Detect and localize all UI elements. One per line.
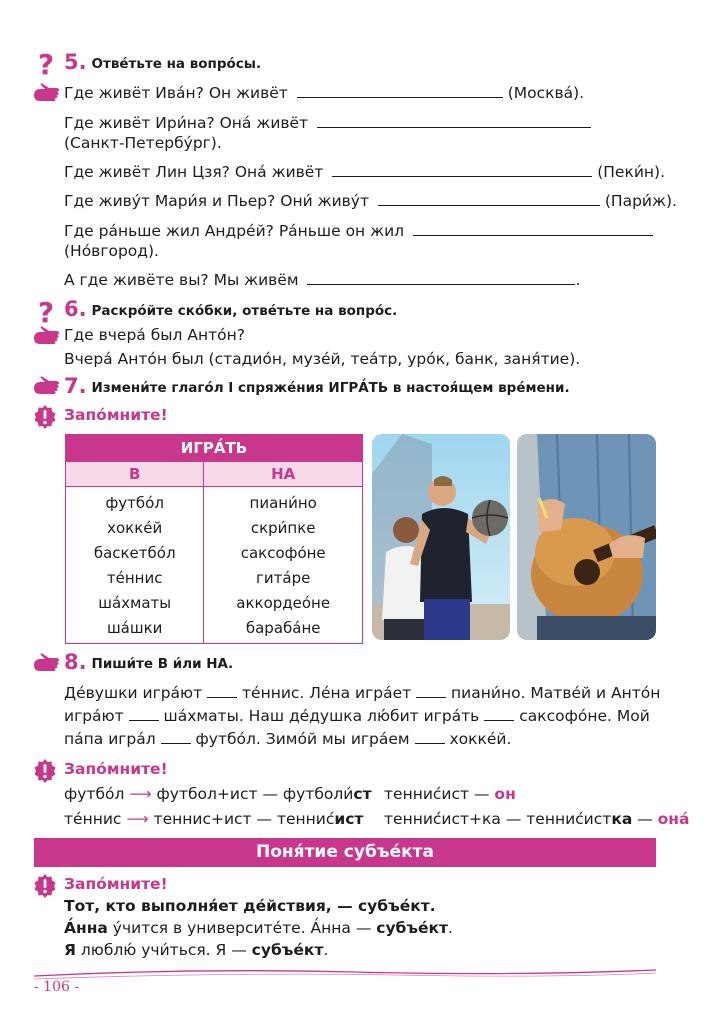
answer-blank[interactable] <box>332 163 592 177</box>
page-number: - 106 - <box>34 979 80 995</box>
basketball-photo <box>372 434 510 640</box>
table-cell: бараба́не <box>204 616 363 644</box>
table-cell: те́ннис <box>66 566 204 591</box>
subject-example-1 <box>64 918 453 938</box>
subject-definition: Тот, кто выполня́ет де́йствия, — субъе́кт. <box>64 897 436 915</box>
writing-hand-icon <box>32 376 60 396</box>
ex6-line-1: Где вчера́ был Анто́н? <box>64 326 245 344</box>
ex8-line-3 <box>64 729 511 749</box>
column-header-na: НА <box>204 462 363 487</box>
ex5-question-6: А где живёте вы? Мы живём <box>64 271 299 289</box>
table-cell: скри́пке <box>204 516 363 541</box>
ex8-line-2 <box>64 706 650 726</box>
remember-label: Запо́мните! <box>64 760 168 778</box>
word-formation-result-1 <box>384 784 516 804</box>
play-table <box>65 434 363 644</box>
period: . <box>323 941 329 959</box>
ex8-line-1 <box>64 683 660 703</box>
sentence-part: люблю́ учи́ться. Я — <box>75 941 252 959</box>
answer-blank[interactable] <box>416 684 446 698</box>
separator: — <box>632 810 658 828</box>
answer-blank[interactable] <box>307 271 575 285</box>
column-header-v: В <box>66 462 204 487</box>
answer-blank[interactable] <box>413 222 653 236</box>
answer-blank[interactable] <box>297 84 503 98</box>
ex5-hint-4: (Пари́ж). <box>604 192 677 210</box>
exercise-8-instruction: Пиши́те В и́ли НА. <box>91 656 234 672</box>
table-cell: ша́хматы <box>66 591 204 616</box>
ex6-line-2: Вчера́ Анто́н был (стадио́н, музе́й, теа́тр, уро́к, банк, заня́тие). <box>64 350 581 368</box>
period: . <box>575 271 581 289</box>
ex5-question-5: Где ра́ньше жил Андре́й? Ра́ньше он жил <box>64 222 405 240</box>
table-cell: хокке́й <box>66 516 204 541</box>
sentence-part: игра́ют <box>64 707 124 725</box>
period: . <box>448 919 453 937</box>
sentence-part: пиани́но. Матве́й и Анто́н <box>451 684 661 702</box>
ex5-line-1 <box>64 83 584 103</box>
subject-word: А́нна <box>64 919 108 937</box>
sentence-part: па́па игра́л <box>64 730 156 748</box>
question-mark-icon <box>36 50 56 78</box>
arrow-right-icon: ⟶ <box>129 785 152 803</box>
exercise-5-header <box>64 51 261 75</box>
answer-blank[interactable] <box>378 192 600 206</box>
suffix: ист <box>334 810 364 828</box>
suffix: ст <box>353 785 372 803</box>
exercise-7-instruction: Измени́те глаго́л I спряже́ния ИГРА́ТЬ в настоя́щем вре́мени. <box>91 380 570 396</box>
word-formation-row-1 <box>64 784 372 804</box>
table-cell: ша́шки <box>66 616 204 644</box>
ex5-question-3: Где живёт Лин Цзя? Она́ живёт <box>64 163 324 181</box>
table-row <box>66 566 363 591</box>
writing-hand-icon <box>32 653 60 673</box>
exercise-6-instruction: Раскро́йте ско́бки, отве́тьте на вопро́с. <box>91 303 398 319</box>
guitar-photo <box>517 434 656 640</box>
remember-label: Запо́мните! <box>64 406 168 424</box>
answer-blank[interactable] <box>415 730 445 744</box>
sentence-part: футбо́л. Зимо́й мы игра́ем <box>195 730 410 748</box>
table-cell: баскетбо́л <box>66 541 204 566</box>
exclamation-badge-icon <box>33 757 57 783</box>
exercise-5-number: 5. <box>64 50 87 74</box>
table-row <box>66 541 363 566</box>
writing-hand-icon <box>32 326 60 346</box>
sentence-part: те́ннис. Ле́на игра́ет <box>242 684 412 702</box>
section-banner: Поня́тие субъе́кта <box>34 838 656 867</box>
result-word: теннис́ист — <box>384 785 495 803</box>
word-formation-row-2 <box>64 809 363 829</box>
ex5-hint-1: (Москва́). <box>507 84 585 102</box>
table-cell: саксофо́не <box>204 541 363 566</box>
subject-word: Я <box>64 941 76 959</box>
table-cell: футбо́л <box>66 491 204 516</box>
sentence-part: у́чится в университе́те. А́нна — <box>107 919 377 937</box>
ex5-line-2 <box>64 113 591 133</box>
arrow-right-icon: ⟶ <box>126 810 149 828</box>
formation: теннис+ист — теннис́ <box>153 810 335 828</box>
sentence-part: хокке́й. <box>449 730 512 748</box>
term: субъе́кт <box>376 919 449 937</box>
play-table-title: ИГРА́ТЬ <box>66 435 363 462</box>
question-mark-icon <box>36 298 56 326</box>
exercise-7-header <box>64 375 570 399</box>
table-row <box>66 516 363 541</box>
exclamation-badge-icon <box>33 872 57 898</box>
ex5-question-1: Где живёт Ива́н? Он живёт <box>64 84 288 102</box>
suffix: ка <box>611 810 633 828</box>
ex5-line-2b: (Санкт-Петербу́рг). <box>64 134 222 152</box>
writing-hand-icon <box>32 83 60 103</box>
sentence-part: Де́вушки игра́ют <box>64 684 203 702</box>
result-word: теннис́ист+ка — теннис́ист <box>384 810 612 828</box>
sentence-part: саксофо́не. Мой <box>519 707 650 725</box>
pronoun: он <box>494 785 516 803</box>
exercise-5-instruction: Отве́тьте на вопро́сы. <box>91 56 262 72</box>
ex5-line-5b: (Но́вгород). <box>64 242 159 260</box>
base-word: футбо́л <box>64 785 125 803</box>
ex5-line-4 <box>64 191 677 211</box>
table-cell: гита́ре <box>204 566 363 591</box>
exercise-7-number: 7. <box>64 374 87 398</box>
table-row <box>66 491 363 516</box>
base-word: те́ннис <box>64 810 122 828</box>
sentence-part: ша́хматы. Наш де́душка лю́бит игра́ть <box>163 707 480 725</box>
ex5-line-6 <box>64 270 580 290</box>
term: субъе́кт <box>251 941 324 959</box>
answer-blank[interactable] <box>207 684 237 698</box>
ex5-hint-3: (Пеки́н). <box>597 163 666 181</box>
word-formation-result-2 <box>384 809 689 829</box>
ex5-line-5 <box>64 221 653 241</box>
exercise-8-header <box>64 651 233 675</box>
subject-example-2 <box>64 940 328 960</box>
table-cell: аккордео́не <box>204 591 363 616</box>
table-row <box>66 591 363 616</box>
table-cell: пиани́но <box>204 491 363 516</box>
answer-blank[interactable] <box>484 707 514 721</box>
remember-label: Запо́мните! <box>64 875 168 893</box>
ex5-question-2: Где живёт Ири́на? Она́ живёт <box>64 114 309 132</box>
exclamation-badge-icon <box>33 403 57 429</box>
answer-blank[interactable] <box>129 707 159 721</box>
formation: футбол+ист — футболи́ <box>156 785 354 803</box>
ex5-line-3 <box>64 162 665 182</box>
exercise-6-number: 6. <box>64 297 87 321</box>
answer-blank[interactable] <box>161 730 191 744</box>
ex5-question-4: Где живу́т Мари́я и Пьер? Они́ живу́т <box>64 192 369 210</box>
answer-blank[interactable] <box>317 114 591 128</box>
exercise-8-number: 8. <box>64 650 87 674</box>
pronoun: она́ <box>657 810 690 828</box>
footer-wave-line <box>34 966 656 982</box>
exercise-6-header <box>64 298 397 322</box>
table-row <box>66 616 363 644</box>
